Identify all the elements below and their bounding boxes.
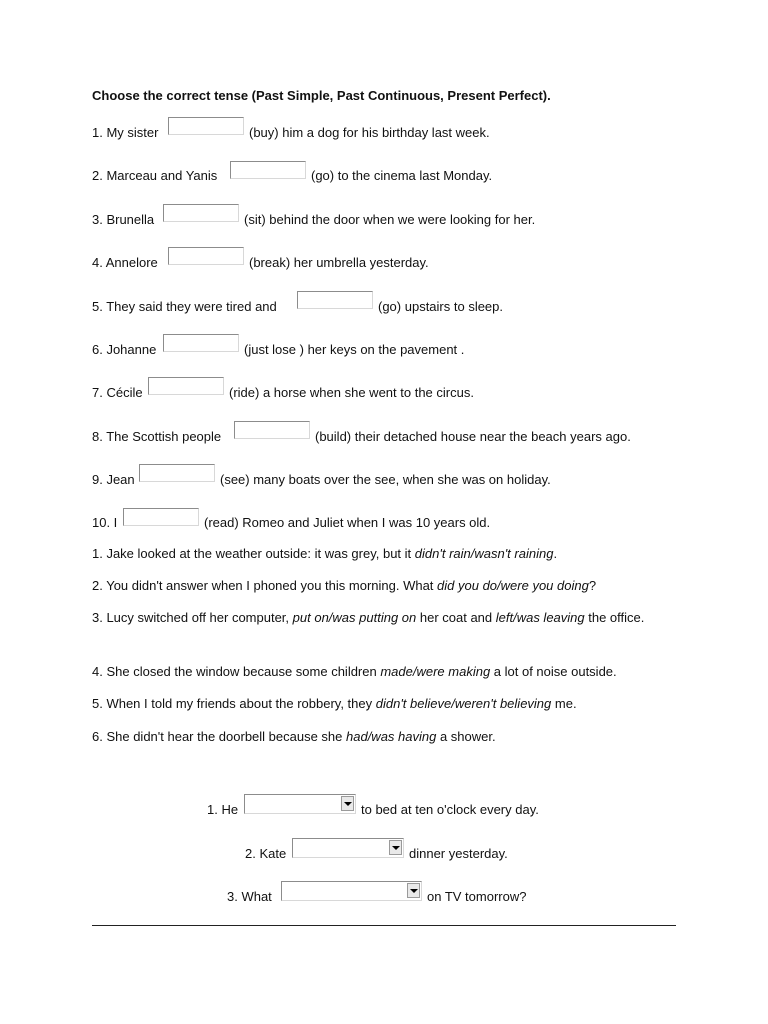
chevron-down-icon[interactable] [341, 796, 354, 811]
page-title: Choose the correct tense (Past Simple, Past Continuous, Present Perfect). [92, 88, 551, 103]
item-3-before: 3. Brunella [92, 212, 155, 227]
item-8-before: 8. The Scottish people [92, 429, 222, 444]
choice-item-2 [92, 576, 672, 596]
item-9-blank[interactable] [139, 464, 215, 482]
choice-item-1 [92, 544, 672, 564]
item-6-blank[interactable] [163, 334, 239, 352]
dropdown-item-3-before: 3. What [227, 889, 272, 904]
choice-item-1-options[interactable]: didn't rain/wasn't raining [414, 546, 554, 561]
item-8-after: (build) their detached house near the beach years ago. [315, 429, 631, 444]
item-6-before: 6. Johanne [92, 342, 157, 357]
choice-item-6-text: 6. She didn't hear the doorbell because she [92, 729, 346, 744]
item-10-blank[interactable] [123, 508, 199, 526]
dropdown-item-2-select[interactable] [292, 838, 404, 858]
dropdown-item-1-after: to bed at ten o'clock every day. [361, 802, 539, 817]
item-3-blank[interactable] [163, 204, 239, 222]
choice-item-3 [92, 608, 672, 628]
dropdown-item-2-before: 2. Kate [245, 846, 287, 861]
item-7-blank[interactable] [148, 377, 224, 395]
choice-item-1-text: 1. Jake looked at the weather outside: it was grey, but it [92, 546, 415, 561]
choice-item-4-text: 4. She closed the window because some children [92, 664, 381, 679]
choice-item-2-text: 2. You didn't answer when I phoned you this morning. What [92, 578, 438, 593]
choice-item-4 [92, 662, 672, 682]
choice-item-6 [92, 727, 672, 747]
item-10-before: 10. I [92, 515, 118, 530]
dropdown-item-1-before: 1. He [207, 802, 239, 817]
item-9-before: 9. Jean [92, 472, 135, 487]
dropdown-item-1-select[interactable] [244, 794, 356, 814]
choice-item-3-options-1[interactable]: put on/was putting on [292, 610, 417, 625]
chevron-down-icon[interactable] [407, 883, 420, 898]
choice-item-3-mid: her coat and [416, 610, 496, 625]
choice-item-4-options[interactable]: made/were making [380, 664, 491, 679]
choice-item-3-text: 3. Lucy switched off her computer, [92, 610, 293, 625]
choice-item-6-options[interactable]: had/was having [346, 729, 437, 744]
divider [92, 925, 676, 926]
choice-item-5-options[interactable]: didn't believe/weren't believing [375, 696, 552, 711]
choice-item-3-options-2[interactable]: left/was leaving [495, 610, 585, 625]
item-2-before: 2. Marceau and Yanis [92, 168, 218, 183]
choice-item-3-end: the office. [584, 610, 645, 625]
choice-item-1-end: . [553, 546, 558, 561]
item-4-blank[interactable] [168, 247, 244, 265]
item-5-before: 5. They said they were tired and [92, 299, 277, 314]
item-7-after: (ride) a horse when she went to the circus. [229, 385, 474, 400]
item-2-after: (go) to the cinema last Monday. [311, 168, 493, 183]
item-1-after: (buy) him a dog for his birthday last week. [249, 125, 490, 140]
dropdown-item-3-select[interactable] [281, 881, 422, 901]
item-4-after: (break) her umbrella yesterday. [249, 255, 429, 270]
item-10-after: (read) Romeo and Juliet when I was 10 years old. [204, 515, 491, 530]
item-5-blank[interactable] [297, 291, 373, 309]
item-8-blank[interactable] [234, 421, 310, 439]
choice-item-6-end: a shower. [436, 729, 496, 744]
item-1-before: 1. My sister [92, 125, 159, 140]
choice-item-5-text: 5. When I told my friends about the robbery, they [92, 696, 376, 711]
dropdown-item-2-after: dinner yesterday. [409, 846, 508, 861]
choice-item-2-options[interactable]: did you do/were you doing [437, 578, 589, 593]
choice-item-2-end: ? [588, 578, 597, 593]
item-3-after: (sit) behind the door when we were looking for her. [244, 212, 536, 227]
item-5-after: (go) upstairs to sleep. [378, 299, 504, 314]
choice-item-5 [92, 694, 672, 714]
choice-item-4-end: a lot of noise outside. [490, 664, 617, 679]
item-9-after: (see) many boats over the see, when she was on holiday. [220, 472, 551, 487]
chevron-down-icon[interactable] [389, 840, 402, 855]
item-1-blank[interactable] [168, 117, 244, 135]
item-4-before: 4. Annelore [92, 255, 158, 270]
item-6-after: (just lose ) her keys on the pavement . [244, 342, 465, 357]
dropdown-item-3-after: on TV tomorrow? [427, 889, 527, 904]
item-7-before: 7. Cécile [92, 385, 143, 400]
item-2-blank[interactable] [230, 161, 306, 179]
choice-item-5-end: me. [551, 696, 577, 711]
